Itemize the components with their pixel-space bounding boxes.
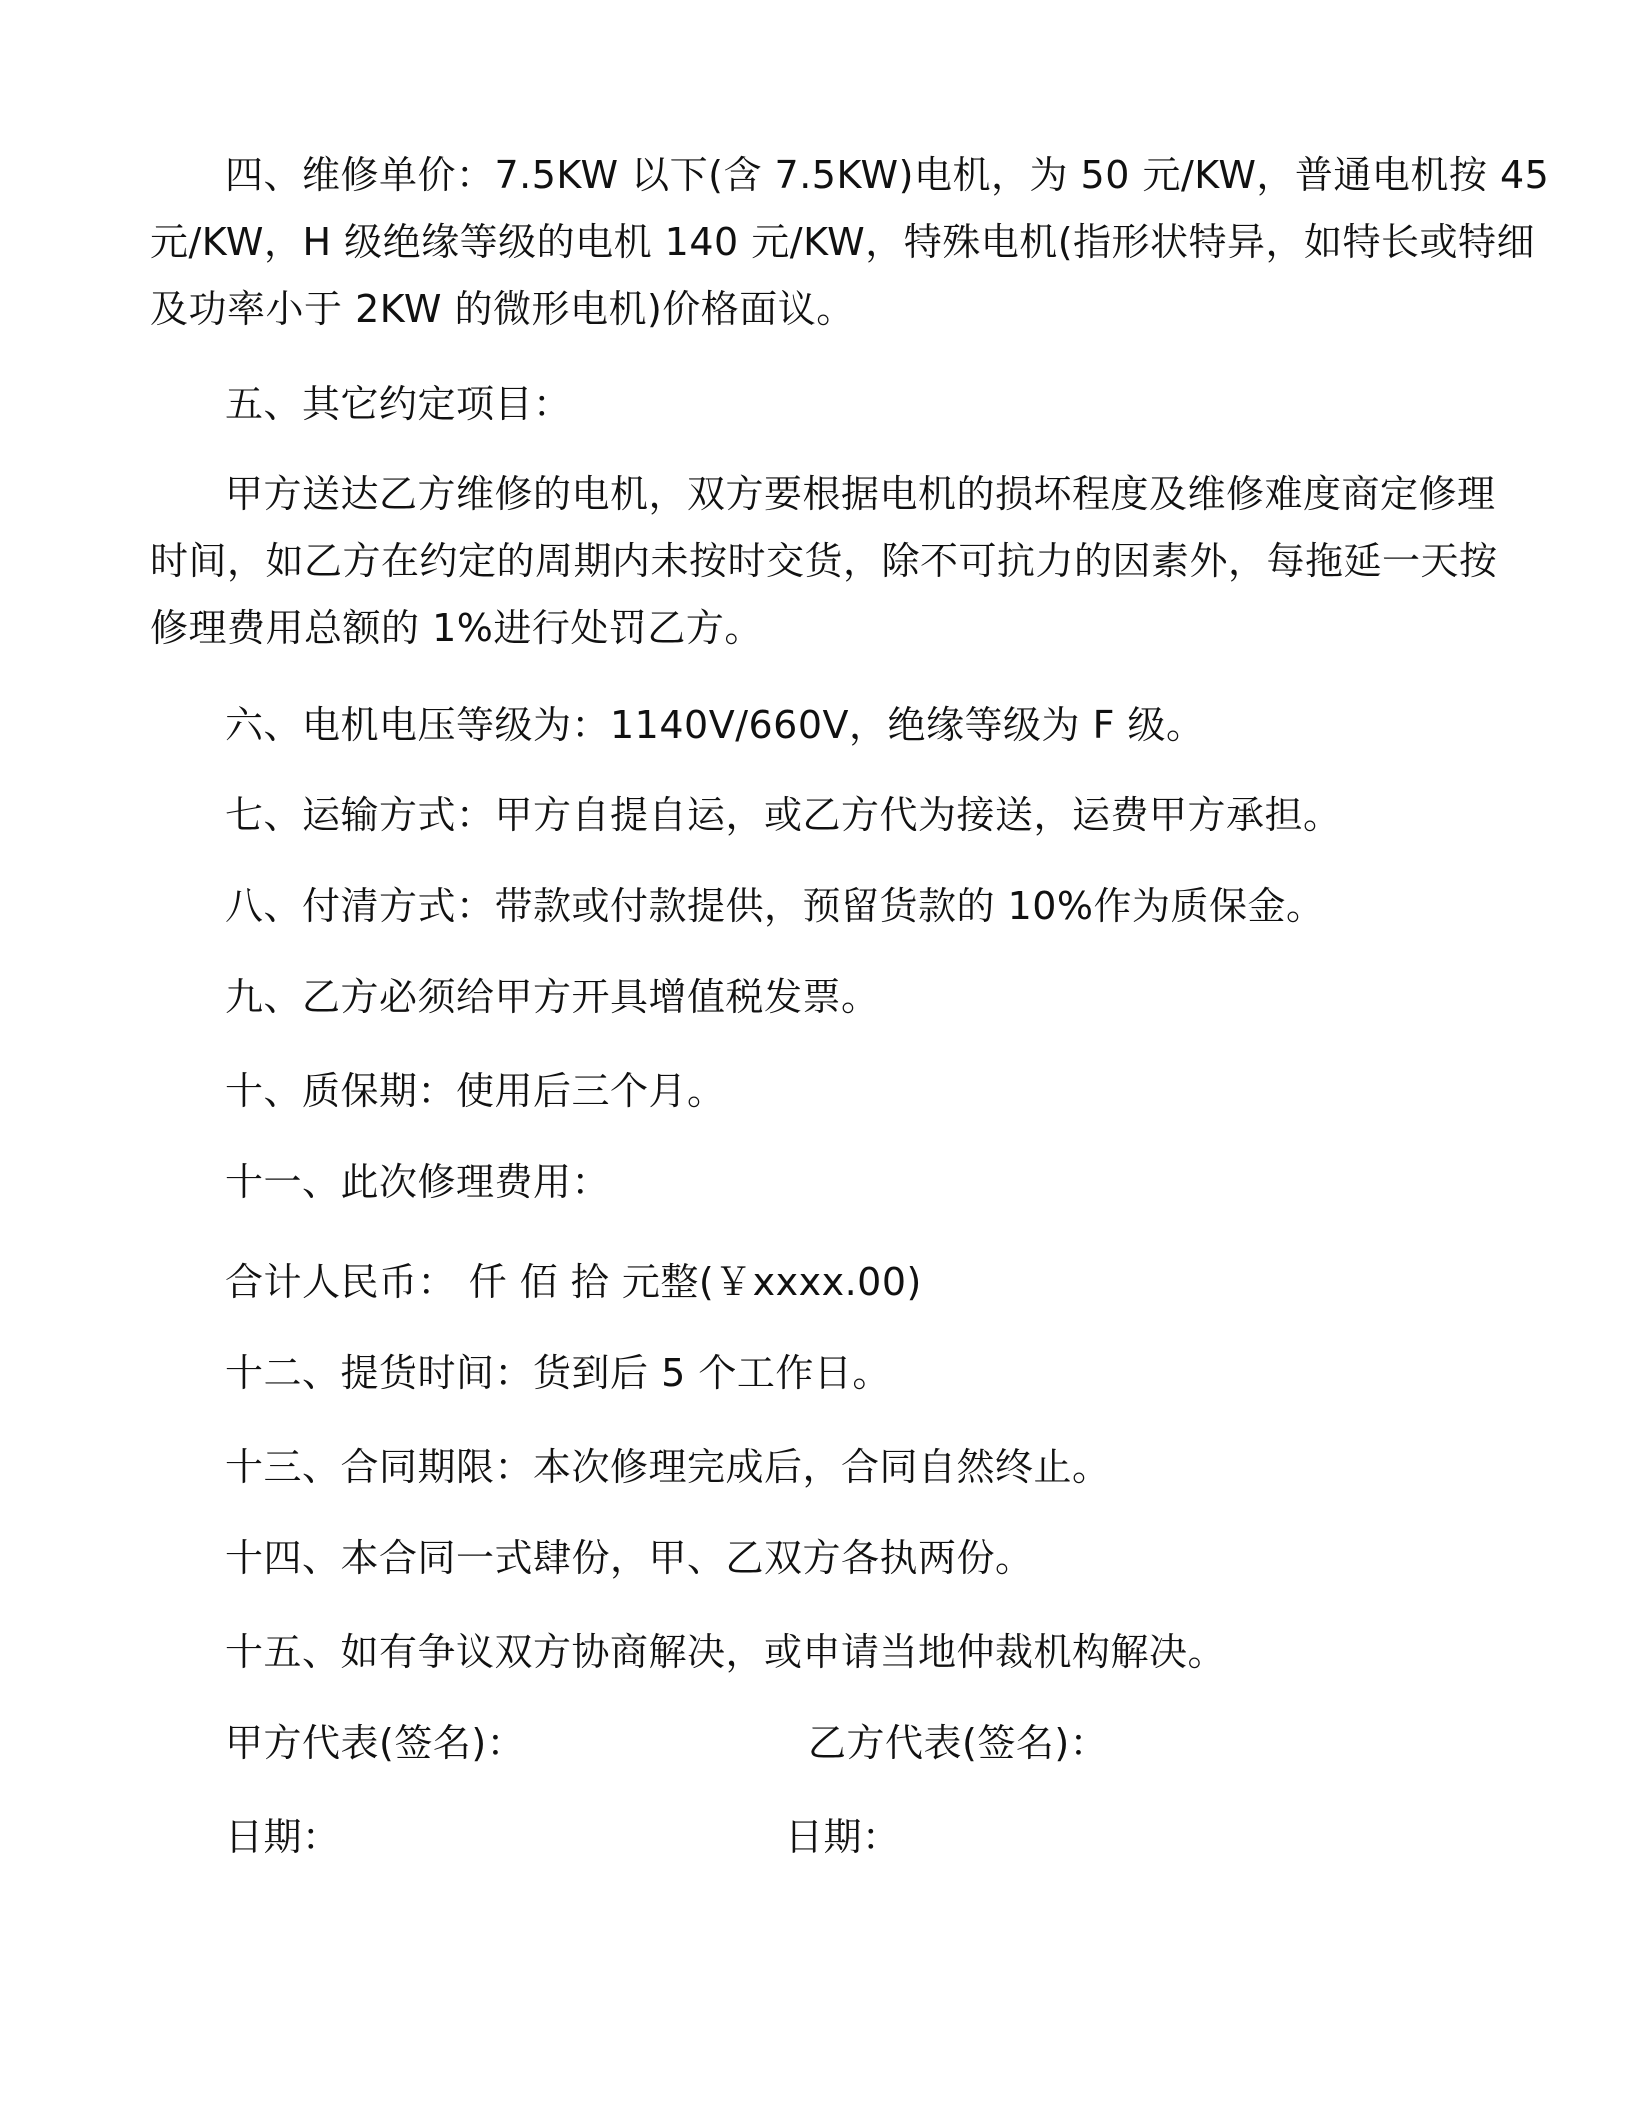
clause-4-line-3: 及功率小于 2KW 的微形电机)价格面议。 [150,287,855,331]
clause-9: 九、乙方必须给甲方开具增值税发票。 [225,975,880,1019]
clause-5-line-2: 时间，如乙方在约定的周期内未按时交货，除不可抗力的因素外，每拖延一天按 [150,539,1498,583]
clause-4-line-2: 元/KW，H 级绝缘等级的电机 140 元/KW，特殊电机(指形状特异，如特长或特细 [150,220,1536,264]
clause-4-line-1: 四、维修单价：7.5KW 以下(含 7.5KW)电机，为 50 元/KW，普通电机按 45 [225,153,1550,197]
clause-5-title: 五、其它约定项目： [225,382,572,426]
party-a-rep-signature-label: 甲方代表(签名)： [225,1721,526,1765]
clause-10: 十、质保期：使用后三个月。 [225,1069,726,1113]
clause-7: 七、运输方式：甲方自提自运，或乙方代为接送，运费甲方承担。 [225,793,1342,837]
clause-11-total: 合计人民币： 仟 佰 拾 元整(￥xxxx.00) [225,1260,922,1304]
clause-5-line-3: 修理费用总额的 1%进行处罚乙方。 [150,606,763,650]
clause-15: 十五、如有争议双方协商解决，或申请当地仲裁机构解决。 [225,1630,1227,1674]
clause-5-line-1: 甲方送达乙方维修的电机，双方要根据电机的损坏程度及维修难度商定修理 [225,472,1496,516]
clause-8: 八、付清方式：带款或付款提供，预留货款的 10%作为质保金。 [225,884,1325,928]
clause-14: 十四、本合同一式肆份，甲、乙双方各执两份。 [225,1536,1034,1580]
party-a-date-label: 日期： [225,1815,341,1859]
clause-6: 六、电机电压等级为：1140V/660V，绝缘等级为 F 级。 [225,703,1205,747]
clause-12: 十二、提货时间：货到后 5 个工作日。 [225,1351,891,1395]
clause-13: 十三、合同期限：本次修理完成后，合同自然终止。 [225,1445,1111,1489]
party-b-rep-signature-label: 乙方代表(签名)： [808,1721,1109,1765]
party-b-date-label: 日期： [785,1815,901,1859]
clause-11: 十一、此次修理费用： [225,1160,611,1204]
